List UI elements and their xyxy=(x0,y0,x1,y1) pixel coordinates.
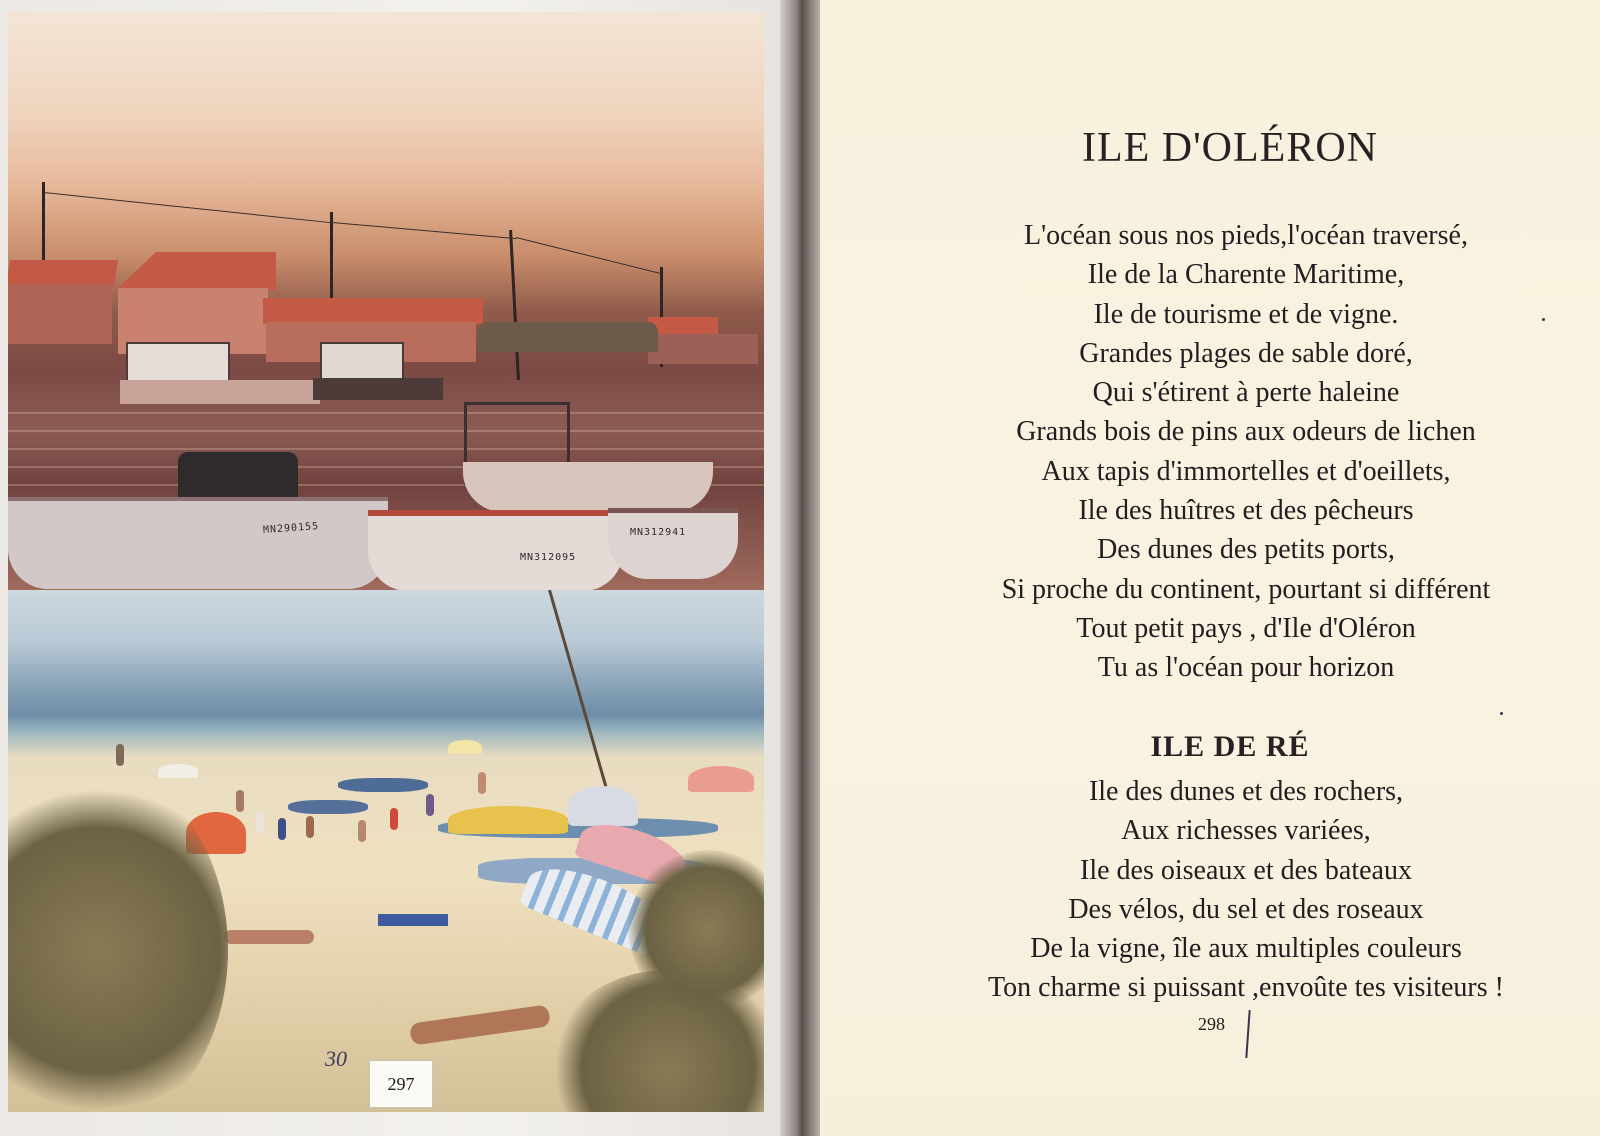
beachgoer xyxy=(390,808,398,830)
poem-line: Ile des dunes et des rochers, xyxy=(1088,776,1404,807)
poem-line: Ile des huîtres et des pêcheurs xyxy=(1078,495,1414,527)
poem-line: L'océan sous nos pieds,l'océan traversé, xyxy=(1024,220,1468,251)
poem-line: Ile de la Charente Maritime, xyxy=(1087,259,1405,291)
handwritten-note: 30 xyxy=(325,1046,347,1071)
book-spine xyxy=(780,0,820,1136)
poem-line: Tout petit pays , d'Ile d'Oléron xyxy=(1076,612,1416,644)
boat-registration: MN290155 xyxy=(262,521,320,536)
poem-line: Ile de tourisme et de vigne. xyxy=(1093,298,1399,330)
poem-line: Ton charme si puissant ,envoûte tes visiteurs ! xyxy=(988,972,1504,1004)
poem-line: Si proche du continent, pourtant si différent xyxy=(1001,573,1491,605)
poem-line: Des dunes des petits ports, xyxy=(1097,534,1395,566)
boat-mast xyxy=(509,230,520,380)
poem-re xyxy=(820,772,1600,1008)
hut-roof xyxy=(116,252,276,290)
poem-title-re: ILE DE RÉ xyxy=(1150,730,1310,763)
beach-umbrella xyxy=(448,806,568,834)
page-number-left-text: 297 xyxy=(387,1073,415,1094)
beach-umbrella xyxy=(688,766,754,792)
motor-boat xyxy=(608,508,738,579)
beach-photo xyxy=(8,590,764,1112)
fishing-boat xyxy=(463,462,713,512)
beach-umbrella xyxy=(568,786,638,826)
beachgoer xyxy=(236,790,244,812)
motor-boat xyxy=(368,510,623,590)
sunbather xyxy=(224,930,314,944)
beachgoer xyxy=(256,812,264,834)
boat-registration: MN312095 xyxy=(520,552,577,563)
poem-title-oleron: ILE D'OLÉRON xyxy=(1081,125,1378,171)
poem-oleron xyxy=(820,216,1600,688)
ink-speck xyxy=(1500,712,1503,715)
power-line xyxy=(44,192,333,223)
beached-boat xyxy=(338,778,428,792)
sunbather xyxy=(409,1004,551,1045)
hut-roof xyxy=(8,260,118,286)
poem-line: Tu as l'océan pour horizon xyxy=(1097,652,1395,684)
poem-line: Aux richesses variées, xyxy=(1121,815,1371,847)
poem-line: Grandes plages de sable doré, xyxy=(1079,337,1413,369)
distant-trees xyxy=(478,322,658,352)
beachgoer xyxy=(478,772,486,794)
page-number-left xyxy=(369,1060,433,1108)
poem-line: Qui s'étirent à perte haleine xyxy=(1092,377,1400,409)
poem-line: Des vélos, du sel et des roseaux xyxy=(1068,893,1424,925)
beachgoer xyxy=(358,820,366,842)
beached-boat xyxy=(288,800,368,814)
oyster-hut xyxy=(648,334,758,364)
page-number-right: 298 xyxy=(1198,1014,1225,1034)
barge-hull xyxy=(120,380,320,404)
beachgoer xyxy=(116,744,124,766)
beach-umbrella xyxy=(448,740,482,754)
poem-line: Aux tapis d'immortelles et d'oeillets, xyxy=(1041,455,1451,487)
beach-umbrella xyxy=(158,764,198,778)
poem-line: De la vigne, île aux multiples couleurs xyxy=(1030,933,1462,965)
harbour-photo xyxy=(8,12,764,590)
motor-boat xyxy=(8,497,388,589)
ink-speck xyxy=(1542,318,1545,321)
poem-line: Grands bois de pins aux odeurs de lichen xyxy=(1016,416,1476,448)
barge-hull xyxy=(313,378,443,400)
hut-roof xyxy=(263,298,483,324)
boat-registration: MN312941 xyxy=(630,527,687,538)
beach-towel xyxy=(378,914,448,926)
beachgoer xyxy=(426,794,434,816)
oyster-hut xyxy=(8,284,112,344)
beachgoer xyxy=(278,818,286,840)
pen-mark xyxy=(1245,1010,1250,1058)
power-line xyxy=(332,222,516,239)
beachgoer xyxy=(306,816,314,838)
poem-line: Ile des oiseaux et des bateaux xyxy=(1080,854,1412,886)
right-page xyxy=(820,0,1600,1136)
power-line xyxy=(516,237,662,274)
